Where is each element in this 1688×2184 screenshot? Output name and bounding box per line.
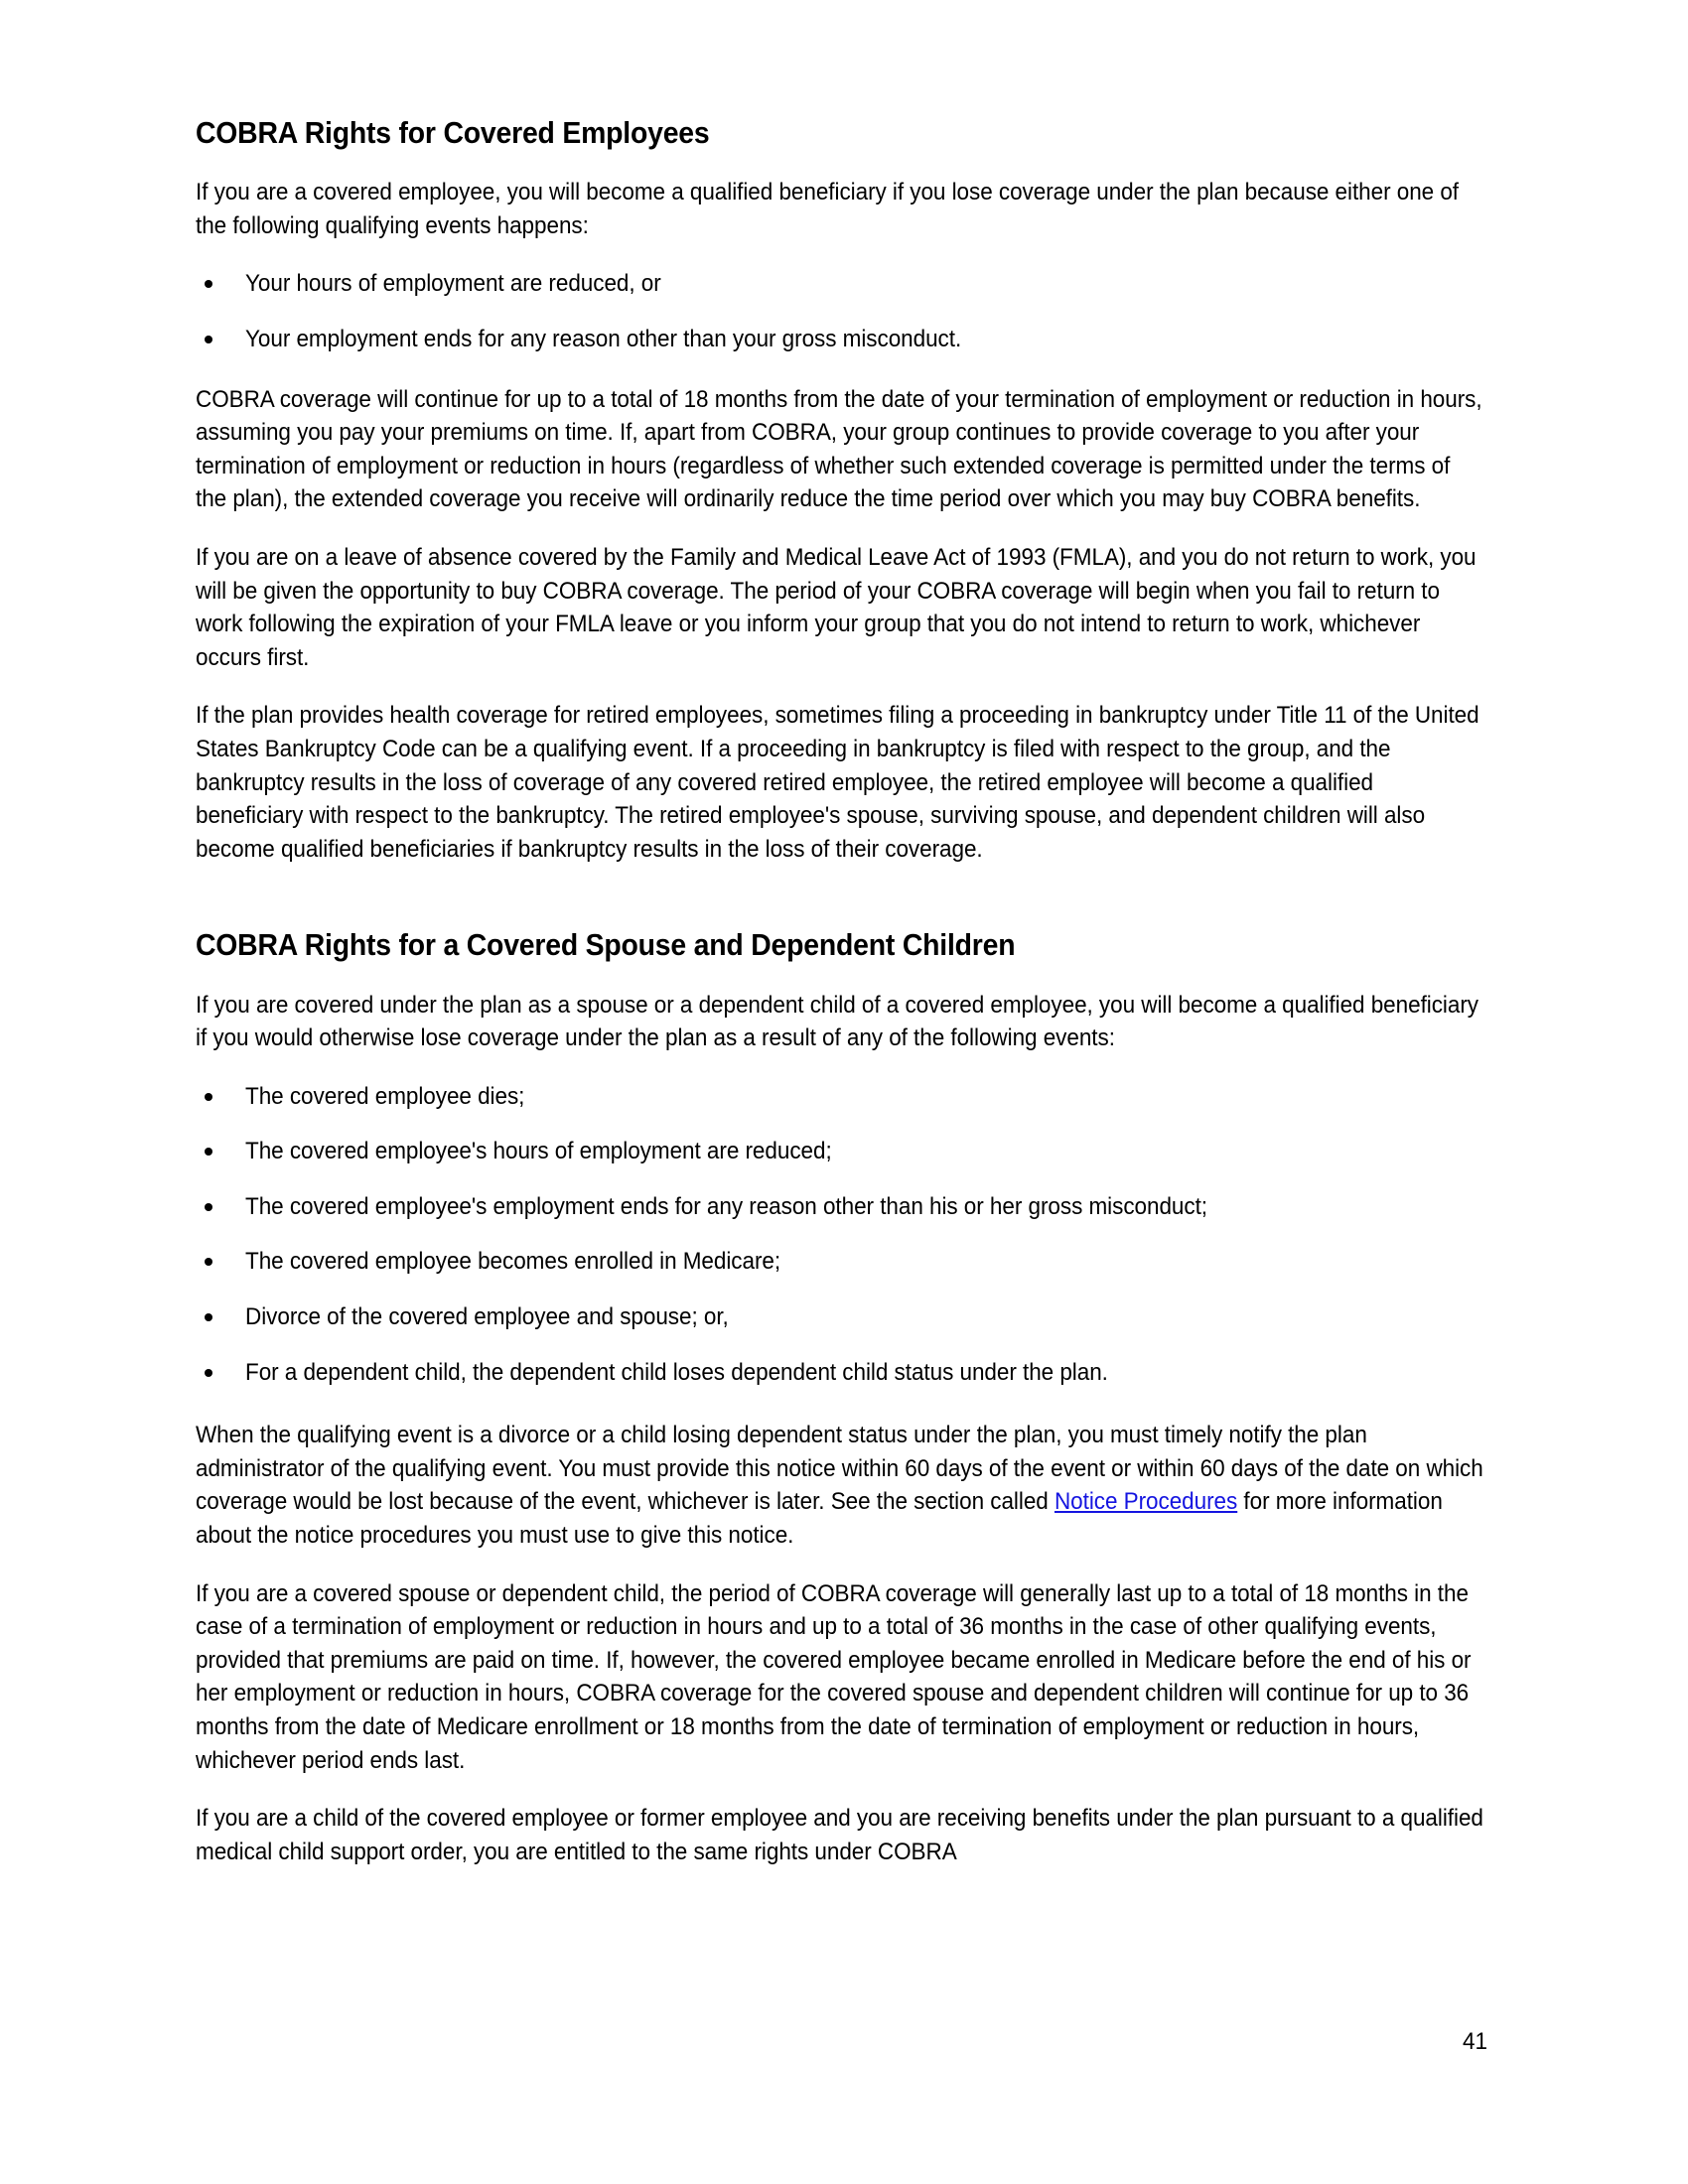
paragraph-fmla — [196, 541, 1486, 674]
list-item-label: The covered employee's hours of employment are reduced; — [245, 1138, 832, 1165]
section-heading-spouse-dependents — [196, 927, 1486, 964]
list-item — [196, 1300, 1486, 1334]
list-item — [196, 1135, 1486, 1168]
list-item — [196, 1190, 1486, 1224]
paragraph-text: COBRA coverage will continue for up to a total of 18 months from the date of your termination of employment or reduction in hours, assuming you pay your premiums on time. If, apart from COBRA, your group continues to provide coverage to you after your termination of employment or reduction in hours (regardless of whether such extended coverage is permitted under the terms of the plan), the extended coverage you receive will ordinarily reduce the time period over which you may buy COBRA benefits. — [196, 385, 1482, 513]
bullet-icon — [205, 336, 212, 343]
notice-text-before-link: When the qualifying event is a divorce or a child losing dependent status under the plan, you must timely notify the plan administrator of the qualifying event. You must provide this notice within 60 days of the event or within 60 days of the date on which coverage would be lost because of the event, whichever is later. See the section called — [196, 1422, 1483, 1516]
intro-paragraph-covered-employees — [196, 176, 1486, 242]
section-heading-text: COBRA Rights for Covered Employees — [196, 116, 710, 150]
paragraph-spouse-coverage-duration — [196, 1577, 1486, 1778]
paragraph-text: If you are a child of the covered employee or former employee and you are receiving benefits under the plan pursuant to a qualified medical child support order, you are entitled to the same rights under COBRA — [196, 1805, 1483, 1865]
bullet-icon — [205, 1369, 212, 1377]
paragraph-text: If you are on a leave of absence covered by the Family and Medical Leave Act of 1993 (FMLA), and you do not return to work, you will be given the opportunity to buy COBRA coverage. The period of your COBRA coverage will begin when you fail to return to work following the expiration of your FMLA leave or you inform your group that you do not intend to return to work, whichever occurs first. — [196, 543, 1477, 671]
list-item — [196, 1245, 1486, 1279]
list-item-label: For a dependent child, the dependent child loses dependent child status under the plan. — [245, 1358, 1108, 1386]
list-item-label: Your employment ends for any reason other than your gross misconduct. — [245, 325, 962, 352]
section-heading-covered-employees — [196, 115, 1486, 152]
notice-procedures-link[interactable]: Notice Procedures — [1054, 1488, 1238, 1516]
paragraph-text: If the plan provides health coverage for retired employees, sometimes filing a proceeding in bankruptcy under Title 11 of the United States Bankruptcy Code can be a qualifying event. If a proceeding in bankruptcy is filed with respect to the group, and the bankruptcy results in the loss of coverage of any covered retired employee, the retired employee will become a qualified beneficiary with respect to the bankruptcy. The retired employee's spouse, surviving spouse, and dependent children will also become qualified beneficiaries if bankruptcy results in the loss of their coverage. — [196, 702, 1479, 863]
notice-text-after-link: for more information about the notice procedures you must use to give this notice. — [196, 1488, 1443, 1550]
paragraph-bankruptcy — [196, 699, 1486, 866]
list-item-label: The covered employee becomes enrolled in Medicare; — [245, 1248, 781, 1276]
section-heading-text: COBRA Rights for a Covered Spouse and Dependent Children — [196, 928, 1016, 963]
qualifying-events-list — [196, 267, 1486, 355]
bullet-icon — [205, 1203, 212, 1211]
spouse-dependent-events-list-block — [196, 1080, 1486, 1390]
paragraph-coverage-duration — [196, 383, 1486, 516]
list-item-label: The covered employee dies; — [245, 1082, 525, 1110]
bullet-icon — [205, 280, 212, 288]
page-number-text: 41 — [1463, 2028, 1488, 2055]
list-item — [196, 1356, 1486, 1390]
list-item — [196, 267, 1486, 301]
paragraph-notice-requirements — [196, 1419, 1486, 1552]
list-item-label: Your hours of employment are reduced, or — [245, 270, 661, 298]
paragraph-text: If you are covered under the plan as a spouse or a dependent child of a covered employee, you will become a qualified beneficiary if you would otherwise lose coverage under the plan as a result of any of the following events: — [196, 991, 1478, 1052]
qualifying-events-list-block — [196, 267, 1486, 355]
page-content — [196, 115, 1486, 1893]
list-item-label: Divorce of the covered employee and spouse; or, — [245, 1303, 729, 1331]
paragraph-qmcso — [196, 1802, 1486, 1868]
bullet-icon — [205, 1258, 212, 1266]
list-item-label: The covered employee's employment ends for any reason other than his or her gross misconduct; — [245, 1192, 1207, 1220]
intro-paragraph-spouse-dependents — [196, 989, 1486, 1055]
bullet-icon — [205, 1313, 212, 1321]
paragraph-text: If you are a covered employee, you will become a qualified beneficiary if you lose coverage under the plan because either one of the following qualifying events happens: — [196, 179, 1460, 239]
list-item — [196, 1080, 1486, 1114]
paragraph-text: If you are a covered spouse or dependent child, the period of COBRA coverage will generally last up to a total of 18 months in the case of a termination of employment or reduction in hours and up to a total of 36 months in the case of other qualifying events, provided that premiums are paid on time. If, however, the covered employee became enrolled in Medicare before the end of his or her employment or reduction in hours, COBRA coverage for the covered spouse and dependent children will continue for up to 36 months from the date of Medicare enrollment or 18 months from the date of termination of employment or reduction in hours, whichever period ends last. — [196, 1579, 1472, 1774]
bullet-icon — [205, 1093, 212, 1101]
page-number — [1463, 2030, 1489, 2054]
spouse-dependent-events-list — [196, 1080, 1486, 1390]
bullet-icon — [205, 1148, 212, 1156]
list-item — [196, 323, 1486, 356]
